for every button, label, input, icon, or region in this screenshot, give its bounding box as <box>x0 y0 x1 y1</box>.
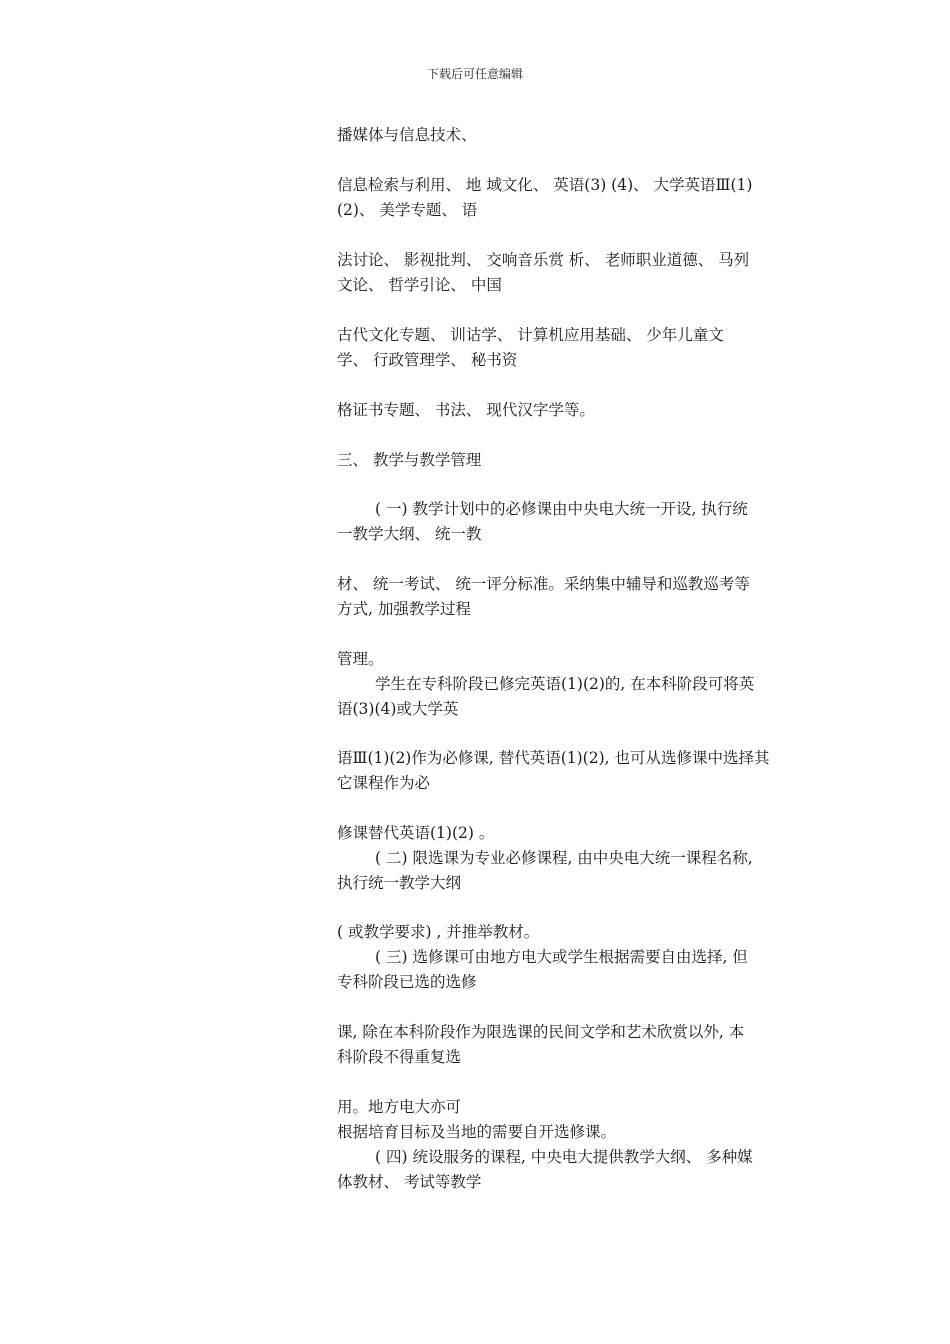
text-line: 执行统一教学大纲 <box>337 874 462 892</box>
paragraph-13 <box>337 1095 789 1195</box>
text-line: 古代文化专题、 训诂学、 计算机应用基础、 少年儿童文 <box>337 326 724 344</box>
text-line: (2)、 美学专题、 语 <box>337 201 478 219</box>
text-line: 管理。 <box>337 650 384 668</box>
text-line: 用。地方电大亦可 <box>337 1098 462 1116</box>
text-line: ( 或教学要求) , 并推举教材。 <box>337 923 540 941</box>
text-line: 科阶段不得重复选 <box>337 1048 462 1066</box>
paragraph-7 <box>337 572 789 622</box>
paragraph-11 <box>337 920 789 995</box>
paragraph-12 <box>337 1020 789 1070</box>
paragraph-6 <box>337 497 789 547</box>
text-line: 一教学大纲、 统一教 <box>337 525 482 543</box>
text-line: 格证书专题、 书法、 现代汉字学等。 <box>337 401 595 419</box>
paragraph-3 <box>337 248 789 298</box>
text-line: 根据培育目标及当地的需要自开选修课。 <box>337 1123 617 1141</box>
text-line: 法讨论、 影视批判、 交响音乐赏 析、 老师职业道德、 马列 <box>337 251 750 269</box>
text-line: ( 四) 统设服务的课程, 中央电大提供教学大纲、 多种媒 <box>375 1148 753 1166</box>
text-line: 修课替代英语(1)(2) 。 <box>337 824 495 842</box>
paragraph-8 <box>337 647 789 722</box>
text-line: 语Ⅲ(1)(2)作为必修课, 替代英语(1)(2), 也可从选修课中选择其 <box>337 749 770 767</box>
text-line: 语(3)(4)或大学英 <box>337 700 459 718</box>
text-line: ( 一) 教学计划中的必修课由中央电大统一开设, 执行统 <box>375 500 748 518</box>
text-line: 方式, 加强教学过程 <box>337 600 471 618</box>
paragraph-4 <box>337 323 789 373</box>
text-line: 材、 统一考试、 统一评分标准。采纳集中辅导和巡教巡考等 <box>337 575 750 593</box>
text-line: 学、 行政管理学、 秘书资 <box>337 351 518 369</box>
section-heading <box>337 448 789 473</box>
text-line: 课, 除在本科阶段作为限选课的民间文学和艺术欣赏以外, 本 <box>337 1023 745 1041</box>
paragraph-2 <box>337 173 789 223</box>
paragraph-1 <box>337 123 789 148</box>
paragraph-9 <box>337 746 789 796</box>
section-heading-text: 三、 教学与教学管理 <box>337 451 482 469</box>
text-line: 文论、 哲学引论、 中国 <box>337 276 502 294</box>
text-line: 学生在专科阶段已修完英语(1)(2)的, 在本科阶段可将英 <box>375 675 755 693</box>
text-line: 播媒体与信息技术、 <box>337 126 477 144</box>
text-line: ( 二) 限选课为专业必修课程, 由中央电大统一课程名称, <box>375 849 753 867</box>
paragraph-5 <box>337 398 789 423</box>
text-line: 它课程作为必 <box>337 774 431 792</box>
text-line: 体教材、 考试等教学 <box>337 1173 482 1191</box>
paragraph-10 <box>337 821 789 896</box>
page-header: 下载后可任意编辑 <box>426 67 523 81</box>
text-line: ( 三) 选修课可由地方电大或学生根据需要自由选择, 但 <box>375 948 748 966</box>
text-line: 信息检索与利用、 地 域文化、 英语(3) (4)、 大学英语Ⅲ(1) <box>337 176 753 194</box>
text-line: 专科阶段已选的选修 <box>337 973 477 991</box>
